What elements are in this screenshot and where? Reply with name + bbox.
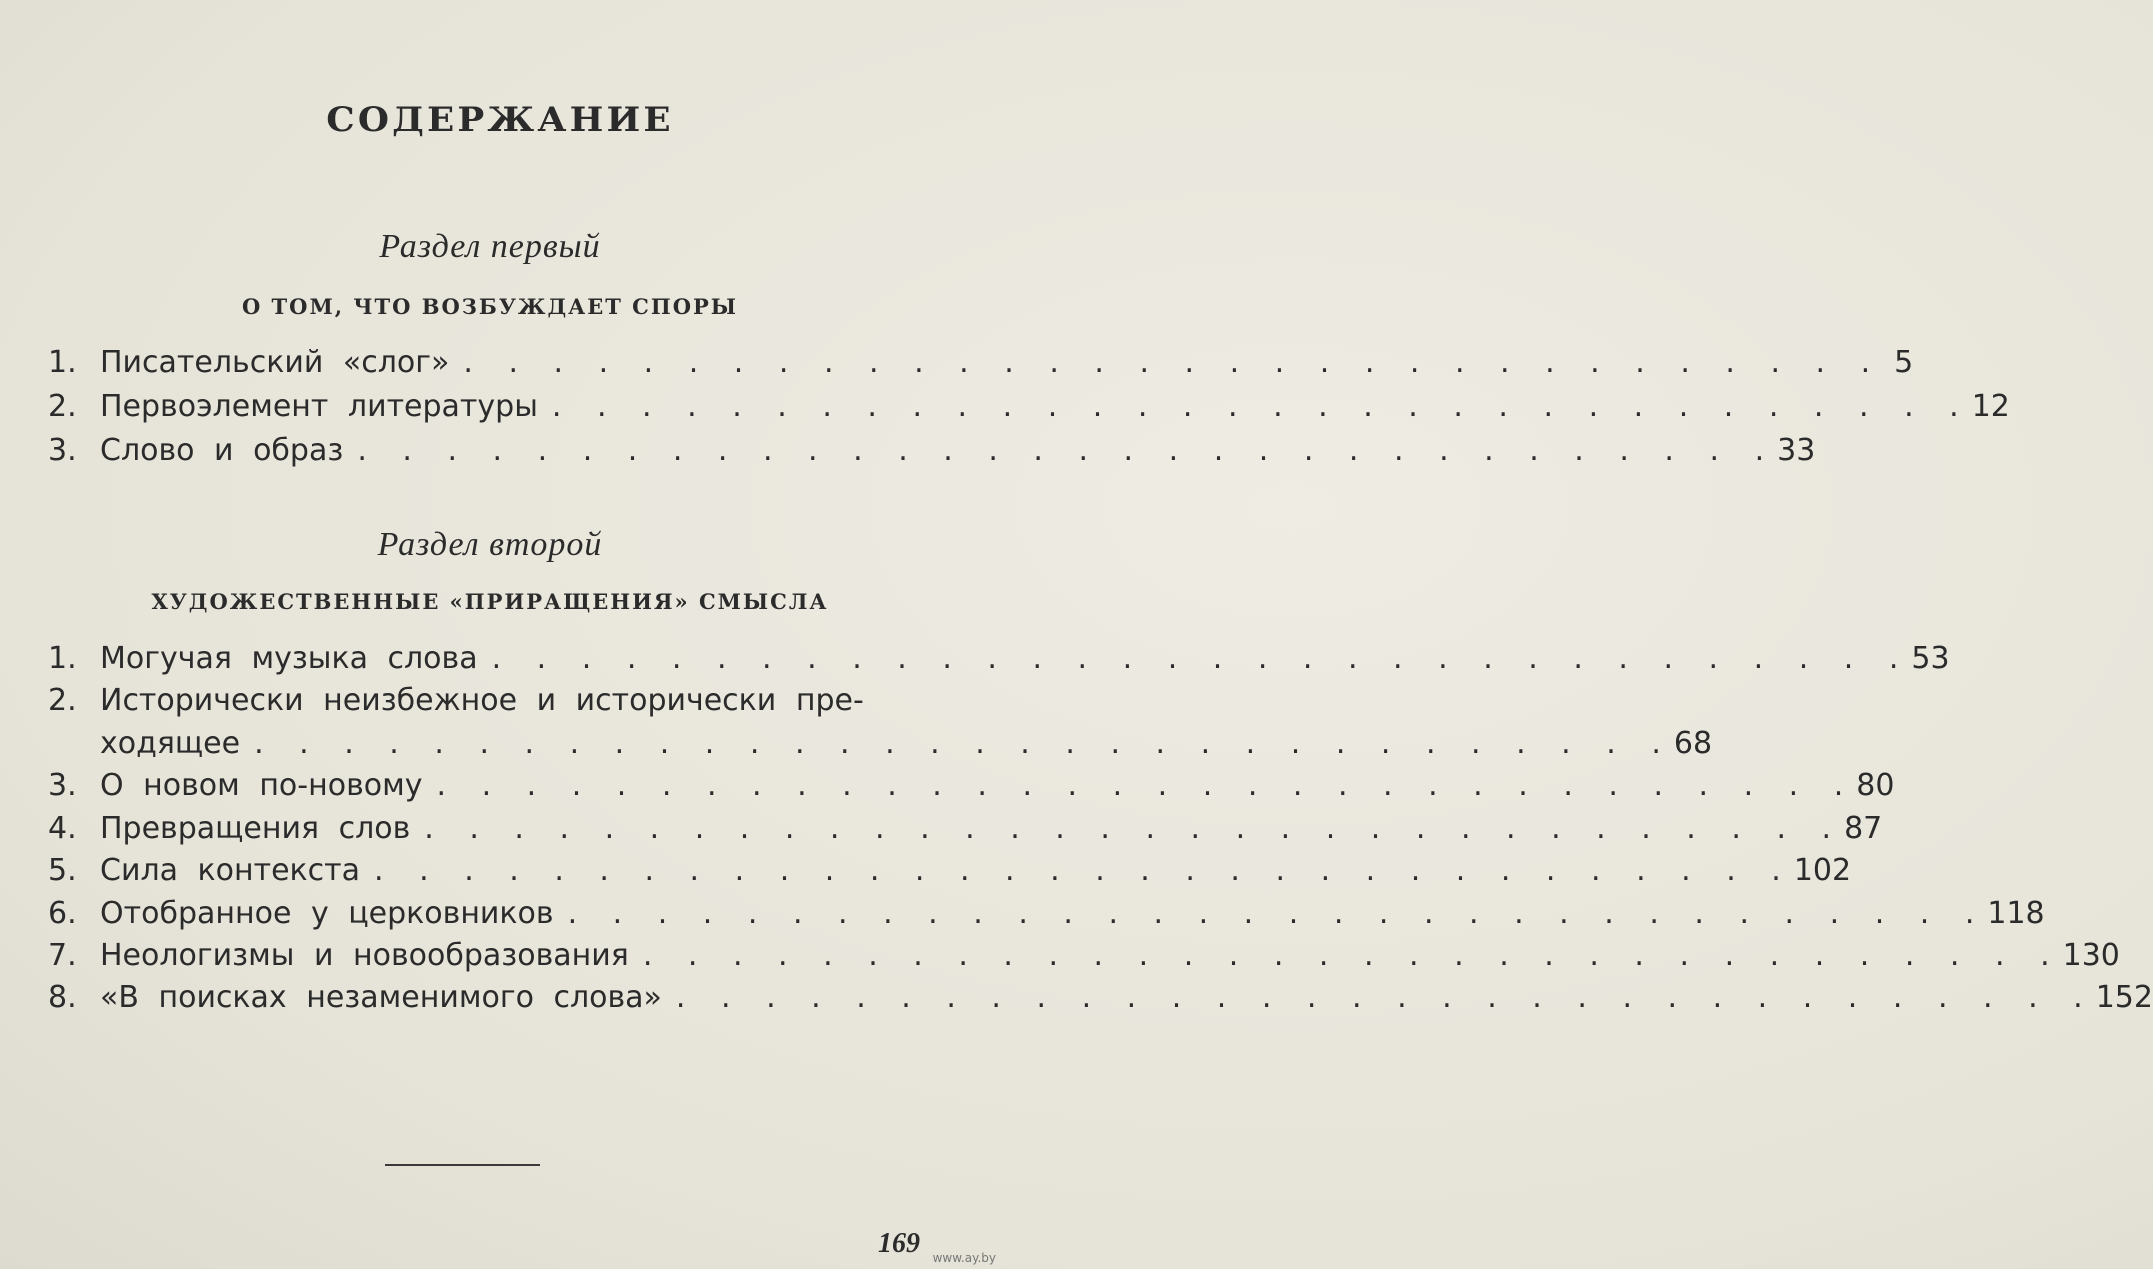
entry-number: 7.: [48, 938, 77, 973]
entry-page: 130: [2062, 938, 2120, 973]
entry-page: 118: [1987, 896, 2045, 931]
dot-leader: . . . . . . . . . . . . . . . . . . . . . . . . . . . . . . . .: [463, 345, 1884, 380]
toc-entry-continuation: [100, 723, 1713, 765]
entry-number: 2.: [48, 683, 77, 718]
entry-number: 3.: [48, 768, 77, 803]
toc-entry: [48, 342, 1914, 384]
part1-label: Раздел первый: [379, 228, 601, 265]
part1-heading: О ТОМ, ЧТО ВОЗБУЖДАЕТ СПОРЫ: [241, 294, 739, 319]
entry-title: Писательский «слог»: [100, 345, 450, 380]
entry-title: Неологизмы и новообразования: [100, 938, 629, 973]
dot-leader: . . . . . . . . . . . . . . . . . . . . . . . . . . . . . . . .: [491, 641, 1912, 676]
entry-title: Могучая музыка слова: [100, 641, 478, 676]
toc-entry: [48, 638, 1950, 680]
entry-title: Отобранное у церковников: [100, 896, 554, 931]
toc-entry: [48, 386, 2010, 428]
entry-title: Превращения слов: [100, 811, 411, 846]
entry-title: Исторически неизбежное и исторически пре-: [100, 683, 864, 718]
entry-title: Сила контекста: [100, 853, 361, 888]
toc-entry: [48, 935, 2120, 977]
dot-leader: . . . . . . . . . . . . . . . . . . . . . . . . . . . . . . . .: [254, 726, 1674, 761]
dot-leader: . . . . . . . . . . . . . . . . . . . . . . . . . . . . . . . .: [424, 811, 1845, 846]
dot-leader: . . . . . . . . . . . . . . . . . . . . . . . . . . . . . . . .: [357, 433, 1778, 468]
entry-number: 4.: [48, 811, 77, 846]
toc-entry: [48, 430, 1816, 472]
watermark: www.ay.by: [932, 1251, 996, 1265]
entry-page: 33: [1777, 433, 1816, 468]
entry-title-continuation: ходящее: [100, 726, 241, 761]
closing-rule: [385, 1164, 540, 1166]
dot-leader: . . . . . . . . . . . . . . . . . . . . . . . . . . . . . . . .: [675, 980, 2096, 1015]
entry-title: «В поисках незаменимого слова»: [100, 980, 662, 1015]
entry-page: 12: [1971, 389, 2010, 424]
toc-entry: [48, 850, 1852, 892]
entry-title: Первоэлемент литературы: [100, 389, 538, 424]
toc-entry: [48, 680, 933, 722]
entry-page: 68: [1673, 726, 1713, 761]
entry-page: 80: [1856, 768, 1895, 803]
entry-number: 2.: [48, 389, 77, 424]
part2-label: Раздел второй: [377, 526, 603, 563]
toc-entry: [48, 765, 1895, 807]
entry-page: 102: [1793, 853, 1852, 888]
entry-page: 152: [2095, 980, 2153, 1015]
dot-leader: . . . . . . . . . . . . . . . . . . . . . . . . . . . . . . . .: [567, 896, 1988, 931]
entry-number: 1.: [48, 641, 77, 676]
entry-number: 6.: [48, 896, 77, 931]
entry-page: 5: [1894, 345, 1914, 380]
entry-number: 8.: [48, 980, 77, 1015]
entry-page: 87: [1844, 811, 1883, 846]
dot-leader: . . . . . . . . . . . . . . . . . . . . . . . . . . . . . . . .: [436, 768, 1857, 803]
dot-leader: . . . . . . . . . . . . . . . . . . . . . . . . . . . . . . . .: [642, 938, 2063, 973]
entry-number: 5.: [48, 853, 77, 888]
dot-leader: . . . . . . . . . . . . . . . . . . . . . . . . . . . . . . . .: [551, 389, 1972, 424]
entry-page: 53: [1911, 641, 1950, 676]
page-number: 169: [878, 1228, 920, 1259]
entry-title: О новом по-новому: [100, 768, 423, 803]
entry-title: Слово и образ: [100, 433, 344, 468]
part2-heading: ХУДОЖЕСТВЕННЫЕ «ПРИРАЩЕНИЯ» СМЫСЛА: [151, 589, 829, 614]
dot-leader: . . . . . . . . . . . . . . . . . . . . . . . . . . . . . . . .: [374, 853, 1794, 888]
toc-entry: [48, 977, 2153, 1019]
toc-entry: [48, 808, 1883, 850]
contents-title: СОДЕРЖАНИЕ: [326, 100, 674, 140]
entry-number: 1.: [48, 345, 77, 380]
toc-entry: [48, 893, 2045, 935]
entry-number: 3.: [48, 433, 77, 468]
